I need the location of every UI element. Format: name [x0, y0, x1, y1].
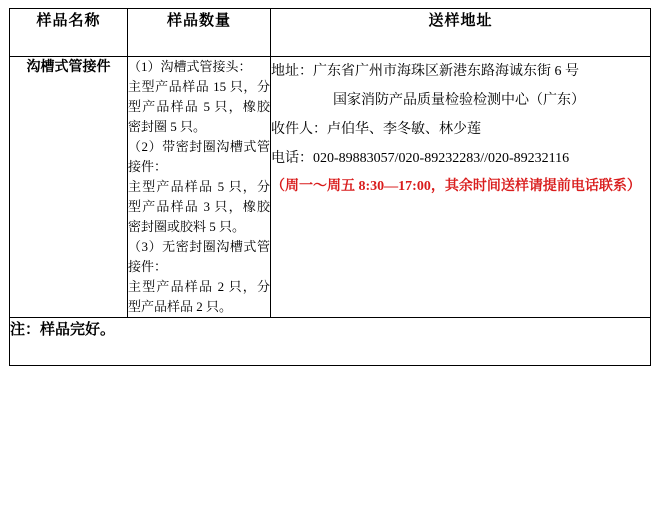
address-phone: 电话：020-89883057/020-89232283//020-89232116	[271, 151, 570, 166]
qty-line: 主型产品样品 15 只，分型产品样品 5 只，橡胶密封圈 5 只。	[128, 79, 270, 134]
address-notice: （周一～周五 8:30—17:00，其余时间送样请提前电话联系）	[271, 179, 641, 194]
address-recipients: 收件人：卢伯华、李冬敏、林少莲	[271, 122, 481, 137]
qty-line: 主型产品样品 5 只，分型产品样品 3 只，橡胶密封圈或胶料 5 只。	[128, 179, 270, 234]
header-sample-name: 样品名称	[10, 9, 128, 57]
table-footer-row	[10, 318, 651, 366]
cell-delivery-address	[271, 57, 651, 318]
address-line: 国家消防产品质量检验检测中心（广东）	[333, 93, 585, 108]
cell-sample-name: 沟槽式管接件	[10, 57, 128, 318]
qty-line: （1）沟槽式管接头：	[128, 59, 252, 74]
sample-requirements-table	[9, 8, 651, 366]
address-line: 地址：广东省广州市海珠区新港东路海诚东街 6 号	[271, 64, 579, 79]
qty-line: （2）带密封圈沟槽式管接件：	[128, 139, 270, 174]
cell-sample-quantity	[128, 57, 271, 318]
table-header-row	[10, 9, 651, 57]
table-row	[10, 57, 651, 318]
header-sample-qty: 样品数量	[128, 9, 271, 57]
header-delivery-address: 送样地址	[271, 9, 651, 57]
qty-line: 主型产品样品 2 只，分型产品样品 2 只。	[128, 279, 270, 314]
qty-line: （3）无密封圈沟槽式管接件：	[128, 239, 270, 274]
footer-note: 注：样品完好。	[10, 318, 651, 366]
